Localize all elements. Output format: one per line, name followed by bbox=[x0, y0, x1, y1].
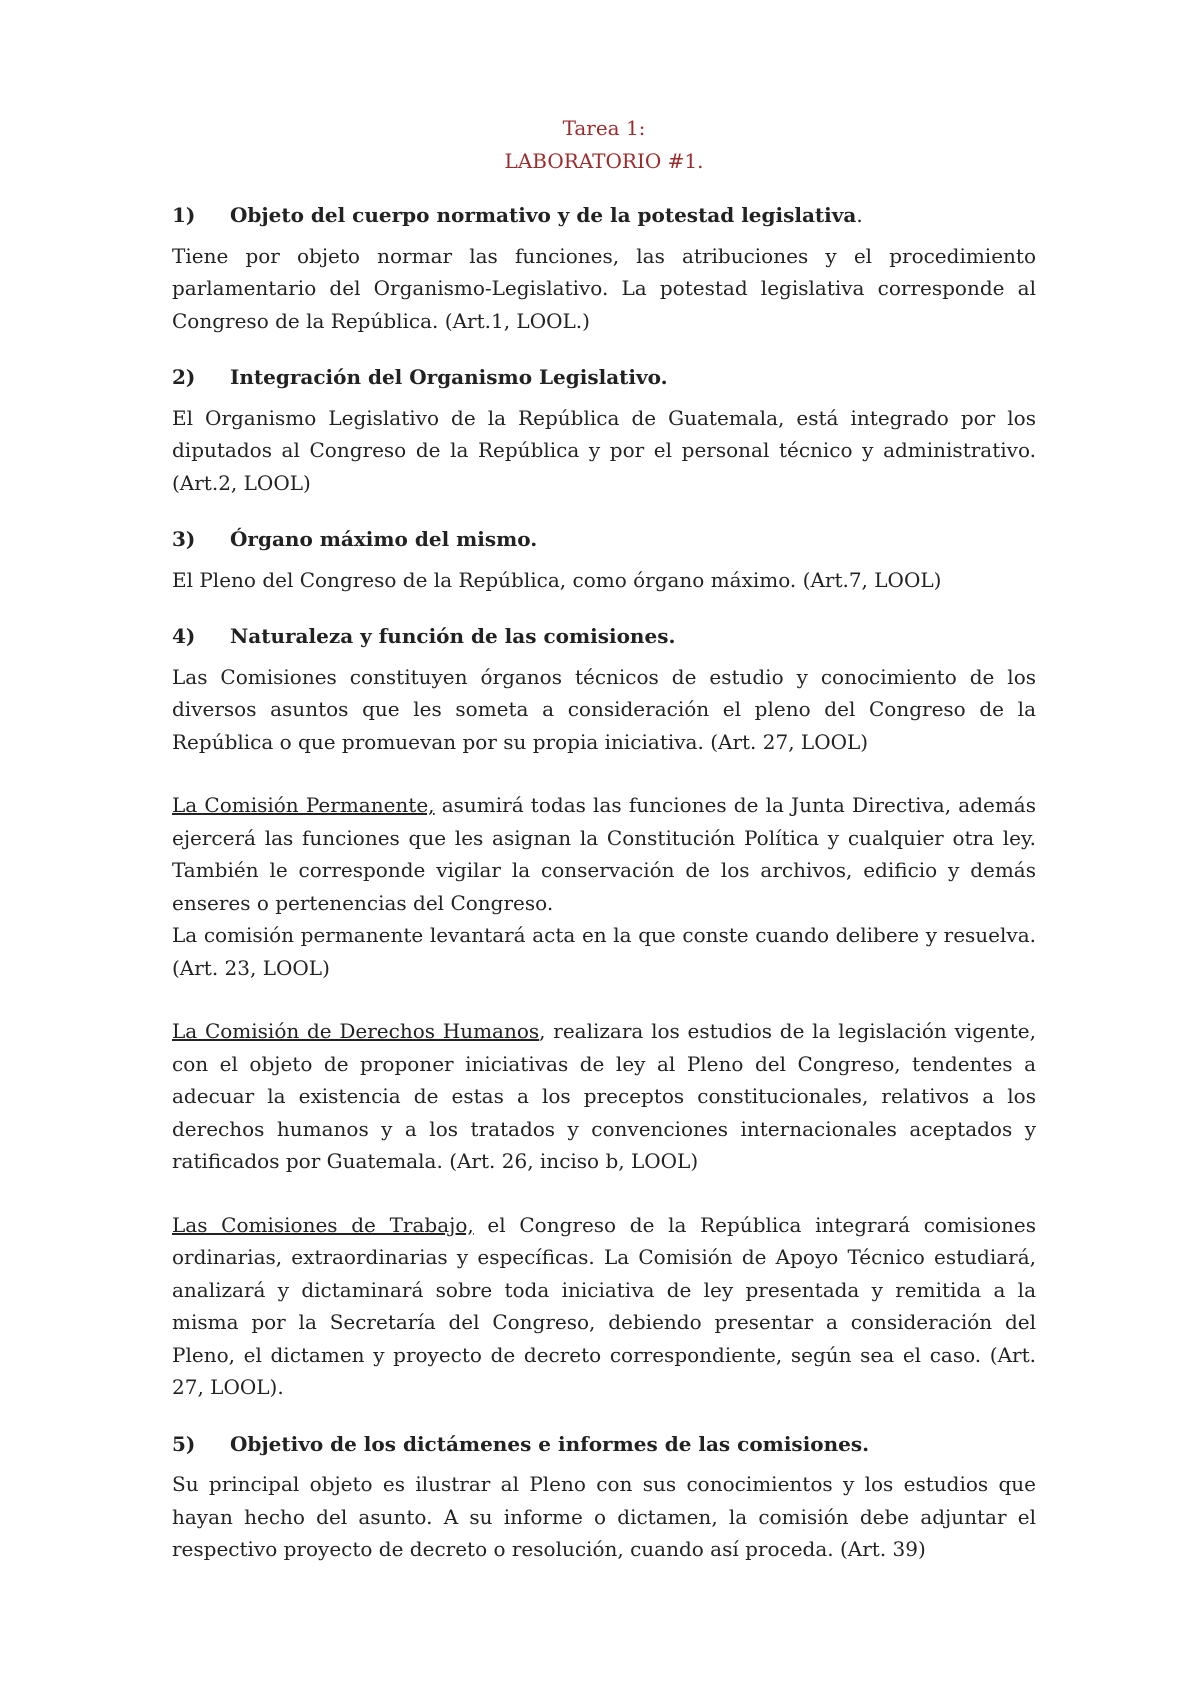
section-title: Naturaleza y función de las comisiones. bbox=[230, 624, 676, 648]
section-heading-4 bbox=[172, 620, 1036, 653]
section-title: Órgano máximo del mismo. bbox=[230, 527, 538, 551]
comision-permanente-label: La Comisión Permanente, bbox=[172, 793, 435, 817]
section-heading-1 bbox=[172, 199, 1036, 232]
doc-title-line2: LABORATORIO #1. bbox=[504, 148, 704, 173]
document-page bbox=[172, 112, 1036, 1566]
section-heading-2 bbox=[172, 361, 1036, 394]
section-body-5: Su principal objeto es ilustrar al Pleno con sus conocimientos y los estudios que hayan hecho del asunto. A su informe o dictamen, la comisión debe adjuntar el respectivo proyecto de decreto o resolución, cuando así proceda. (Art. 39) bbox=[172, 1472, 1036, 1561]
doc-title-line1: Tarea 1: bbox=[562, 116, 646, 140]
comisiones-trabajo-label: Las Comisiones de Trabajo, bbox=[172, 1212, 474, 1237]
section-number: 1) bbox=[172, 203, 196, 227]
section-heading-5 bbox=[172, 1428, 1036, 1461]
comision-derechos-humanos-label: La Comisión de Derechos Humanos bbox=[172, 1019, 540, 1043]
section-title: Objetivo de los dictámenes e informes de las comisiones. bbox=[230, 1431, 870, 1456]
section-body-1: Tiene por objeto normar las funciones, las atribuciones y el procedimiento parlamentario del Organismo-Legislativo. La potestad legislativa corresponde al Congreso de la República. (Art.1, LOOL.) bbox=[172, 243, 1036, 333]
comision-derechos-humanos-paragraph: La Comisión de Derechos Humanos, realizara los estudios de la legislación vigente, con el objeto de proponer iniciativas de ley al Pleno del Congreso, tendentes a adecuar la existencia de estas a los preceptos constitucionales, relativos a los derechos humanos y a los tratados y convenciones internacionales aceptados y ratificados por Guatemala. (Art. 26, inciso b, LOOL) bbox=[172, 1019, 1036, 1173]
comision-permanente-acta: La comisión permanente levantará acta en la que conste cuando delibere y resuelva. (Art. 23, LOOL) bbox=[172, 923, 1036, 980]
comisiones-trabajo-paragraph: Las Comisiones de Trabajo, el Congreso de la República integrará comisiones ordinarias, extraordinarias y específicas. La Comisión de Apoyo Técnico estudiará, analizará y dictaminará sobre toda iniciativa de ley presentada y remitida a la misma por la Secretaría del Congreso, debiendo presentar a consideración del Pleno, el dictamen y proyecto de decreto correspondiente, según sea el caso. (Art. 27, LOOL). bbox=[172, 1212, 1037, 1399]
section-number: 2) bbox=[172, 365, 196, 389]
section-body-4: Las Comisiones constituyen órganos técnicos de estudio y conocimiento de los diversos asuntos que les someta a consideración el pleno del Congreso de la República o que promuevan por su propia iniciativa. (Art. 27, LOOL) bbox=[172, 664, 1036, 754]
section-number: 4) bbox=[172, 624, 196, 648]
section-title: Objeto del cuerpo normativo y de la potestad legislativa. bbox=[230, 203, 863, 227]
section-heading-3 bbox=[172, 523, 1036, 556]
section-body-2: El Organismo Legislativo de la República de Guatemala, está integrado por los diputados al Congreso de la República y por el personal técnico y administrativo. (Art.2, LOOL) bbox=[172, 405, 1036, 495]
section-body-3: El Pleno del Congreso de la República, como órgano máximo. (Art.7, LOOL) bbox=[172, 567, 942, 592]
section-number: 5) bbox=[172, 1431, 196, 1456]
section-title: Integración del Organismo Legislativo. bbox=[230, 365, 668, 389]
comision-permanente-paragraph: La Comisión Permanente, asumirá todas las funciones de la Junta Directiva, además ejercerá las funciones que les asignan la Constitución Política y cualquier otra ley. También le corresponde vigilar la conservación de los archivos, edificio y demás enseres o pertenencias del Congreso. bbox=[172, 793, 1036, 915]
section-number: 3) bbox=[172, 527, 196, 551]
